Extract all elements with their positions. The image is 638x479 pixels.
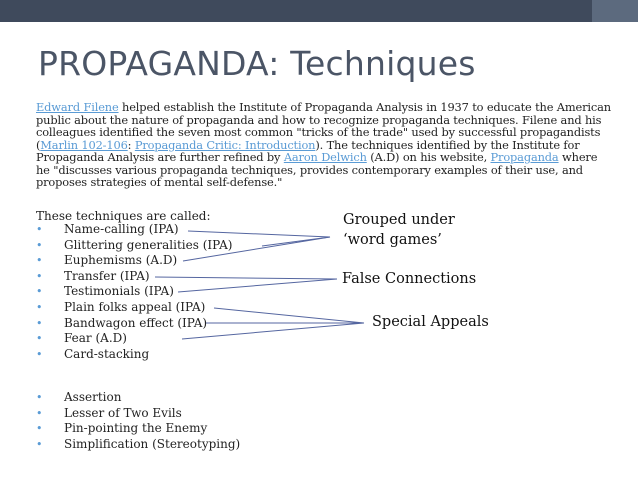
connector-plain-folks: [214, 308, 364, 323]
list-item-label: Glittering generalities (IPA): [64, 237, 233, 252]
slide-title: PROPAGANDA: Techniques: [38, 44, 476, 83]
bullet-icon: •: [36, 316, 43, 330]
intro-link[interactable]: Marlin 102-106: [40, 137, 128, 152]
bullet-icon: •: [36, 269, 43, 283]
label-special-appeals: Special Appeals: [372, 314, 489, 330]
label-grouped-under: Grouped under: [343, 212, 455, 228]
connector-fear: [182, 323, 364, 339]
intro-text: :: [127, 137, 135, 152]
list-item-label: Fear (A.D): [64, 331, 127, 346]
list-item-label: Assertion: [64, 390, 122, 404]
list-item-label: Transfer (IPA): [64, 268, 150, 283]
bullet-icon: •: [36, 254, 43, 268]
bullet-icon: •: [36, 332, 43, 346]
bullet-icon: •: [36, 391, 43, 404]
intro-link[interactable]: Propaganda: [490, 150, 559, 164]
list-item-label: Bandwagon effect (IPA): [64, 315, 208, 330]
bullet-icon: •: [36, 300, 43, 314]
list-item-label: Plain folks appeal (IPA): [64, 299, 206, 314]
list-item-label: Euphemisms (A.D): [64, 253, 178, 268]
bullet-icon: •: [36, 285, 43, 299]
bullet-icon: •: [36, 347, 43, 361]
intro-link[interactable]: Edward Filene: [36, 100, 119, 114]
label-word-games: ‘word games’: [343, 232, 442, 248]
list-item-label: Card-stacking: [64, 346, 150, 361]
connector-name-calling: [188, 231, 330, 237]
intro-text: ). The techniques identified by the Institute for Propaganda Analysis are further refined by: [36, 137, 580, 164]
bullet-icon: •: [36, 238, 43, 252]
list-item-label: Pin-pointing the Enemy: [64, 421, 208, 436]
label-false-connections: False Connections: [342, 271, 477, 287]
list-item-label: Testimonials (IPA): [64, 284, 174, 299]
intro-text: helped establish the Institute of Propaganda Analysis in 1937 to educate the American public about the nature of propaganda and how to recognize propaganda techniques. Filene and his colleagues identified the seven most common "tricks of the trade" used by successful propagandists (: [36, 100, 611, 152]
connector-euphemisms: [183, 237, 330, 261]
list-item-label: Lesser of Two Evils: [64, 405, 182, 420]
intro-text: where he "discusses various propaganda techniques, provides contemporary examples of their use, and proposes strategies of mental self-defense.": [36, 150, 598, 189]
bullet-icon: •: [36, 422, 43, 436]
intro-link[interactable]: Propaganda Critic: Introduction: [134, 137, 316, 152]
intro-text: (A.D) on his website,: [366, 150, 491, 164]
bullet-icon: •: [36, 406, 43, 420]
list-item-label: Simplification (Stereotyping): [64, 436, 241, 451]
bullet-icon: •: [36, 437, 43, 451]
intro-link[interactable]: Aaron Delwich: [283, 150, 367, 164]
list-item-label: Name-calling (IPA): [64, 222, 179, 236]
bullet-icon: •: [36, 223, 43, 236]
connector-transfer: [155, 277, 337, 279]
connector-testimonials: [178, 279, 337, 292]
list-lead-text: These techniques are called:: [36, 209, 211, 223]
